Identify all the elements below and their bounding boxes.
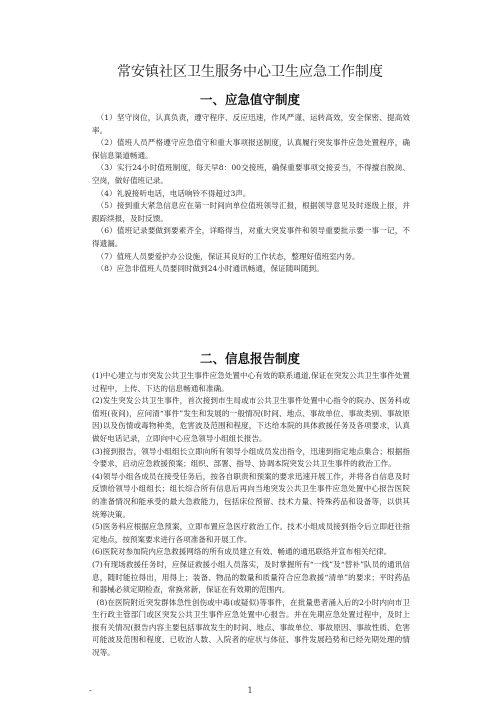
document-title: 常安镇社区卫生服务中心卫生应急工作制度: [117, 64, 383, 80]
section-heading-duty: 一、应急值守制度: [199, 92, 300, 107]
paragraph: (1)中心建立与市突发公共卫生事件应急处置中心有效的联系通道,保证在突发公共卫生事件处置过程中，上传、下达的信息畅通和准确。: [92, 371, 410, 393]
paragraph: （4）礼貌接听电话，电话响铃不得超过3声。: [96, 188, 251, 198]
paragraph: （7）值班人员要爱护办公设施，保证其良好的工作状态，整理好值班室内务。: [96, 251, 360, 261]
paragraph: （3）实行24小时值班制度，每天早8：00交接班，确保重要事项交接妥当，不得擅自脱岗、空岗，做好值班记录。: [92, 163, 410, 185]
section-body-reporting: [92, 370, 410, 660]
paragraph: (8)在医院附近突发群体急性创伤或中毒(或疑似)等事件，在批量患者涌入后的2小时内向市卫生行政主管部门或区突发公共卫生事件应急处置中心报告。并在先期应急处置过程中，及时上报有关情况(报告内容主要包括事故发生的时间、地点、事故单位、事故原因、事故性质、危害可能波及范围和程度、已收治人数、入院者的症状与体征、事件发展趋势和已经先期处理的情况等。: [92, 597, 410, 658]
paragraph: （1）坚守岗位，认真负责，遵守程序、反应迅速，作风严谨、运转高效，安全保密、提高效率。: [92, 113, 410, 135]
section-heading-reporting: 二、信息报告制度: [199, 351, 300, 366]
paragraph: (7)有现场救援任务时，应保证救援小组人员落实，及时掌握所有“一线”及“替补”队员的通讯信息，随时能拉得出，用得上；装备、物品的数量和质量符合应急救援“清单”的要求；平时药品和器械必须定期检查，常换常新，保证在有效期的范围内。: [92, 559, 410, 595]
paragraph: （2）值班人员严格遵守应急值守和重大事项报送制度，认真履行突发事件应急处置程序，确保信息渠道畅通。: [92, 138, 410, 160]
paragraph: （5）接到重大紧急信息应在第一时间向单位值班领导汇报，根据领导意见及时逐级上报，并跟踪续报，及时反馈。: [92, 201, 410, 223]
paragraph: (3)接到报告，领导小组组长立即向所有领导小组成员发出指令，迅速到指定地点集合；根据指令要求，启动应急救援预案；组织、部署、指导、协调本院突发公共卫生事件的救治工作。: [92, 446, 410, 469]
paragraph: （8）应急非值班人员要同时做到24小时通讯畅通，保证随叫随到。: [96, 264, 324, 274]
paragraph: (4)领导小组各成员在接受任务后，按各自职责和预案的要求迅速开展工作，并将各自信息及时反馈给领导小组组长；组长综合所有信息后再向当地突发公共卫生事件应急处置中心报告医院的准备情况和能承受的最大急救能力，包括床位预留、技术力量、特殊药品和设备等，以供其统筹决策。: [92, 471, 410, 519]
paragraph: (5)医务科应根据应急预案，立即布置应急医疗救治工作。技术小组成员接到指令后立即赶往指定地点，按预案要求进行各项准备和开展工作。: [92, 522, 410, 544]
section-body-duty: [92, 112, 410, 276]
paragraph: (2)发生突发公共卫生事件，首次接到市生局或市公共卫生事件处置中心指令的院办、医务科或值班(夜间)，应问清“事件”发生和发展的一般情况(时间、地点、事故单位、事故类别、事故原因)以及伤情或毒物种类，危害波及范围和程度，下达给本院的具体救援任务及各项要求，认真做好电话记录，立即向中心应急领导小组组长报告。: [92, 396, 410, 443]
paragraph: (6)医院对参加院内应急救援网络的所有成员建立有效、畅通的通迅联络并宣布相关纪律。: [92, 547, 392, 557]
paragraph: （6）值班记录要做到要素齐全，详略得当，对重大突发事件和领导重要批示要一事一记，不得遗漏。: [92, 226, 410, 248]
footer-dash: -: [89, 686, 92, 695]
page-number: 1: [247, 686, 253, 695]
